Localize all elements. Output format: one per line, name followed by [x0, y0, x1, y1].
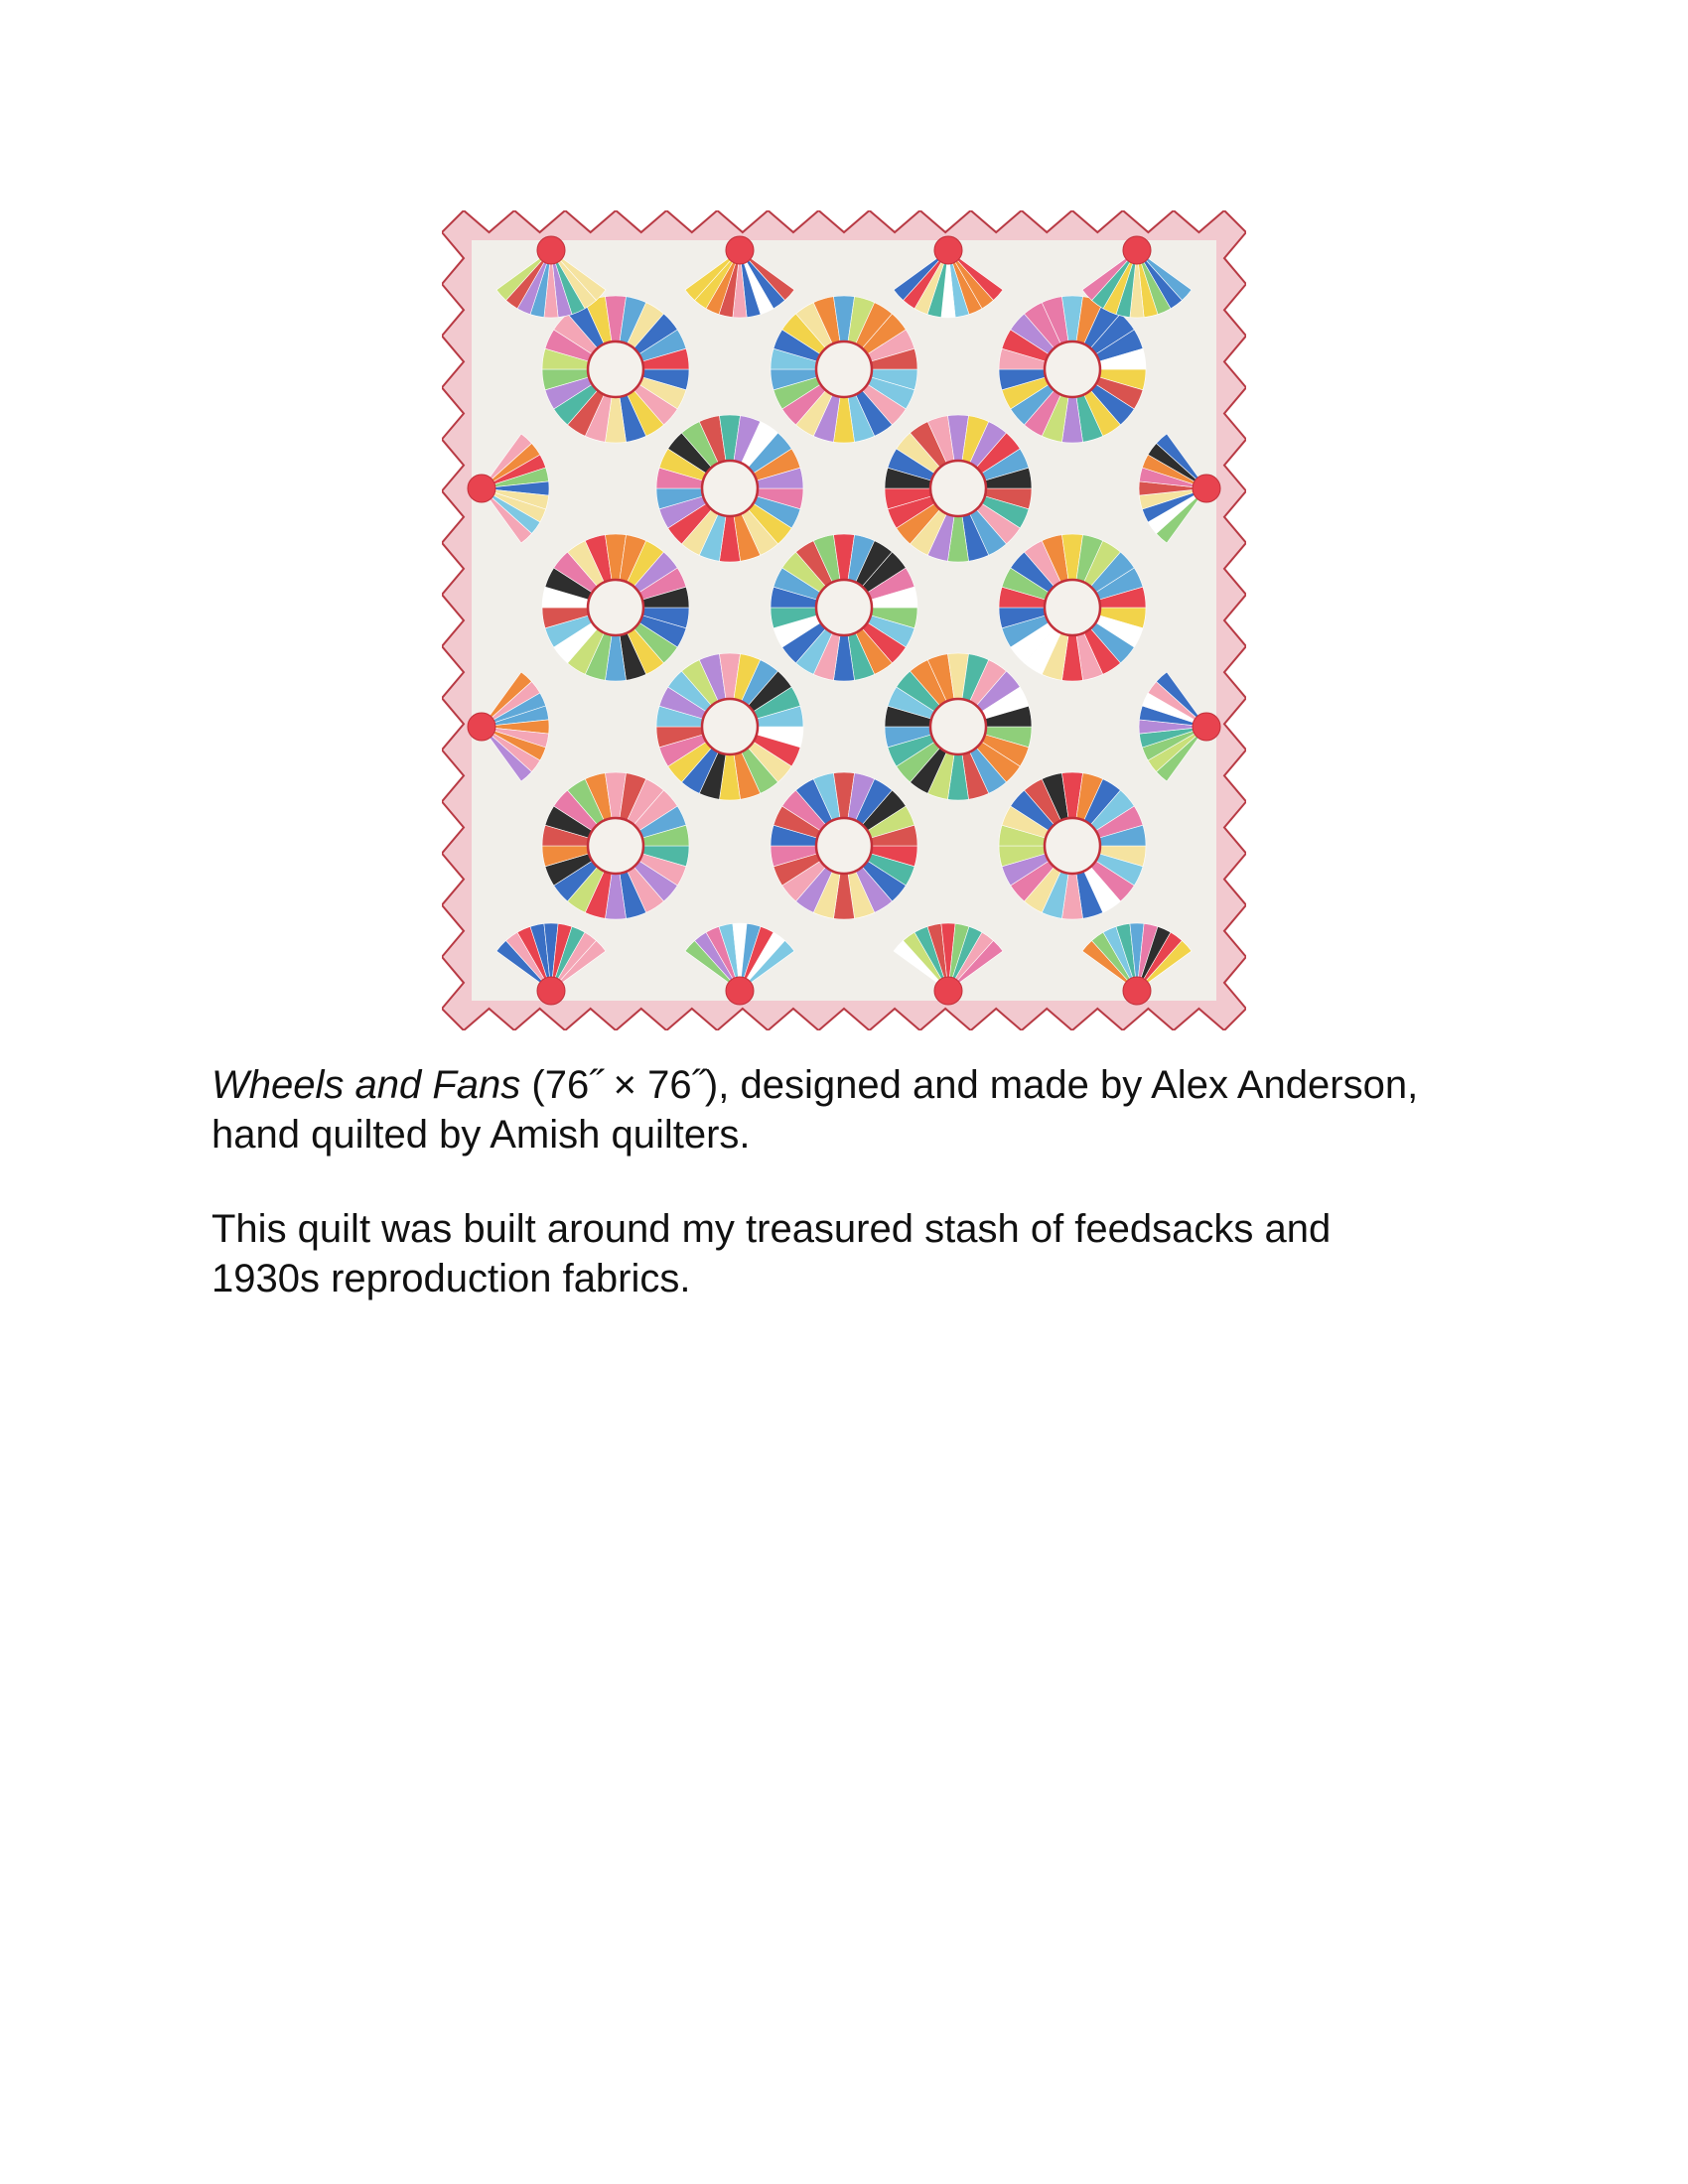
wheel-block: [771, 296, 917, 443]
wheel-block: [999, 534, 1146, 681]
wheel-block: [542, 296, 689, 443]
description-line-1: This quilt was built around my treasured stash of feedsacks and: [211, 1207, 1332, 1251]
wheel-block: [999, 296, 1146, 443]
wheel-block: [542, 534, 689, 681]
quilt-photo: [442, 210, 1246, 1030]
figure-caption: [211, 1060, 1542, 1160]
wheel-block: [999, 772, 1146, 919]
wheel-block: [542, 772, 689, 919]
wheel-block: [656, 415, 803, 562]
wheel-block: [656, 653, 803, 800]
wheel-block: [885, 653, 1032, 800]
quilt-title: Wheels and Fans: [211, 1063, 521, 1107]
wheel-block: [771, 534, 917, 681]
wheel-block: [771, 772, 917, 919]
description-paragraph: [211, 1204, 1542, 1303]
description-line-2: 1930s reproduction fabrics.: [211, 1257, 691, 1300]
caption-credits: hand quilted by Amish quilters.: [211, 1113, 751, 1157]
wheel-block: [885, 415, 1032, 562]
caption-details: (76˝ × 76˝), designed and made by Alex Anderson,: [520, 1063, 1419, 1107]
quilt-image: [442, 210, 1246, 1030]
